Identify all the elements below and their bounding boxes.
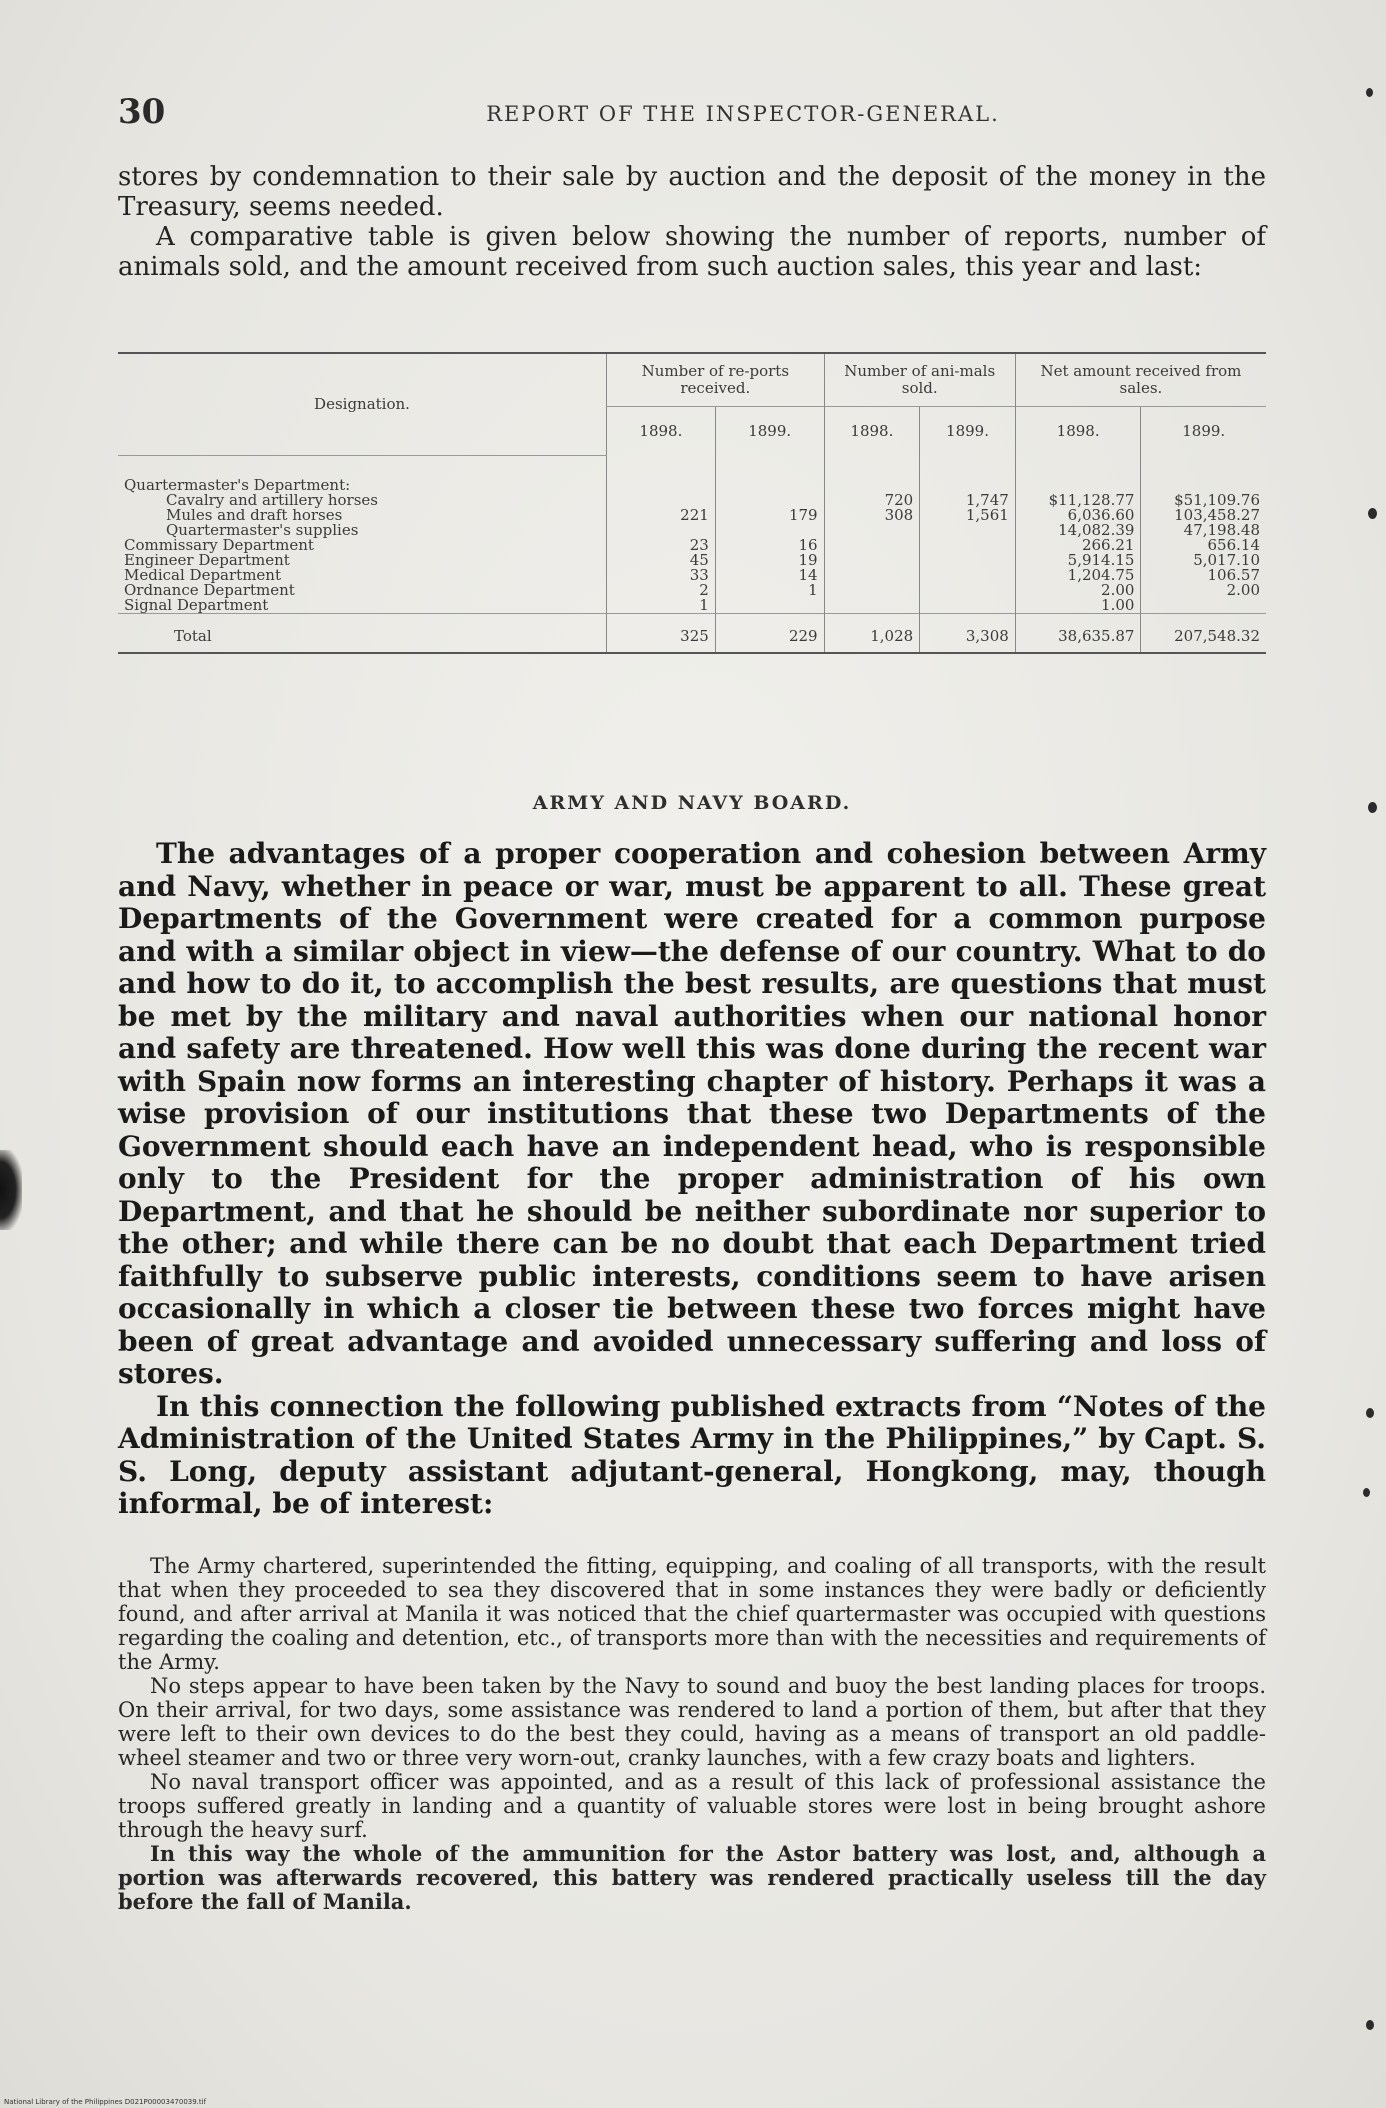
table-cell: 47,198.48 — [1141, 523, 1266, 538]
total-row — [118, 613, 1266, 653]
main-paragraph: In this connection the following published extracts from “Notes of the Administration of the United States Army in the Philippines,” by Capt. S. S. Long, deputy assistant adjutant-general, Hongkong, may, though informal, be of interest: — [118, 1389, 1266, 1520]
table-cell — [1141, 455, 1266, 493]
table-cell: $11,128.77 — [1015, 493, 1141, 508]
group-header-amount: Net amount received from sales. — [1015, 353, 1266, 407]
year-header: 1899. — [920, 407, 1016, 456]
table-cell: 23 — [607, 538, 716, 553]
table-cell — [824, 568, 920, 583]
table-cell: 33 — [607, 568, 716, 583]
table-cell — [607, 455, 716, 493]
table-cell: 6,036.60 — [1015, 508, 1141, 523]
year-header: 1899. — [715, 407, 824, 456]
table-cell — [824, 538, 920, 553]
table-cell — [715, 598, 824, 614]
row-label: Mules and draft horses — [166, 505, 343, 524]
table-row — [118, 598, 1266, 614]
quote-paragraph: The Army chartered, superintended the fitting, equipping, and coaling of all transports, with the result that when they proceeded to sea they discovered that in some instances they were badly or deficiently found, and after arrival at Manila it was noticed that the chief quartermaster was occupied with questions regarding the coaling and detention, etc., of transports more than with the necessities and requirements of the Army. — [118, 1554, 1266, 1674]
margin-speck — [1368, 508, 1377, 519]
total-cell: 1,028 — [824, 613, 920, 653]
row-label: Quartermaster's supplies — [166, 520, 359, 539]
row-label: Commissary Department — [124, 535, 314, 554]
table-cell — [1015, 455, 1141, 493]
table-row — [118, 583, 1266, 598]
table-cell — [920, 455, 1016, 493]
margin-speck — [1366, 88, 1373, 97]
table-cell: 45 — [607, 553, 716, 568]
table-cell — [920, 523, 1016, 538]
margin-speck — [1366, 1408, 1374, 1418]
page-number: 30 — [118, 92, 166, 132]
table-cell: $51,109.76 — [1141, 493, 1266, 508]
total-cell: 38,635.87 — [1015, 613, 1141, 653]
table-cell — [824, 523, 920, 538]
quote-paragraph: No steps appear to have been taken by the Navy to sound and buoy the best landing places for troops. On their arrival, for two days, some assistance was rendered to land a portion of them, but after that they were left to their own devices to do the best they could, having as a means of transport an old paddle-wheel steamer and two or three very worn-out, cranky launches, with a few crazy boats and lighters. — [118, 1674, 1266, 1770]
group-header-animals: Number of ani-mals sold. — [824, 353, 1015, 407]
table-cell: 5,914.15 — [1015, 553, 1141, 568]
year-header: 1898. — [1015, 407, 1141, 456]
margin-blot — [0, 1150, 22, 1230]
table-cell: 14,082.39 — [1015, 523, 1141, 538]
table-cell: 1,204.75 — [1015, 568, 1141, 583]
running-head: REPORT OF THE INSPECTOR-GENERAL. — [486, 102, 1000, 126]
table-cell: 221 — [607, 508, 716, 523]
row-label: Signal Department — [124, 595, 269, 614]
intro-text — [118, 162, 1266, 282]
table-cell: 16 — [715, 538, 824, 553]
table-cell — [824, 553, 920, 568]
table-cell: 2.00 — [1141, 583, 1266, 598]
row-label: Medical Department — [124, 565, 281, 584]
row-label: Quartermaster's Department: — [124, 475, 351, 494]
row-label: Engineer Department — [124, 550, 290, 569]
table-cell — [920, 598, 1016, 614]
table-body — [118, 455, 1266, 653]
main-paragraph: The advantages of a proper cooperation and cohesion between Army and Navy, whether in peace or war, must be apparent to all. These great Departments of the Government were created for a common purpose and with a similar object in view—the defense of our country. What to do and how to do it, to accomplish the best results, are questions that must be met by the military and naval authorities when our national honor and safety are threatened. How well this was done during the recent war with Spain now forms an interesting chapter of history. Perhaps it was a wise provision of our institutions that these two Departments of the Government should each have an independent head, who is responsible only to the President for the proper administration of his own Department, and that he should be neither subordinate nor superior to the other; and while there can be no doubt that each Department tried faithfully to subserve public interests, conditions seem to have arisen occasionally in which a closer tie between these two forces might have been of great advantage and avoided unnecessary suffering and loss of stores. — [118, 837, 1266, 1390]
quoted-extracts — [118, 1554, 1266, 1914]
table-cell: 1 — [715, 583, 824, 598]
table-cell — [920, 538, 1016, 553]
auction-sales-table — [118, 352, 1266, 654]
row-label: Cavalry and artillery horses — [166, 490, 378, 509]
table-cell — [824, 598, 920, 614]
total-cell: 229 — [715, 613, 824, 653]
table-cell: 720 — [824, 493, 920, 508]
row-label: Ordnance Department — [124, 580, 295, 599]
table-cell: 19 — [715, 553, 824, 568]
table-cell: 1,561 — [920, 508, 1016, 523]
table-cell: 2 — [607, 583, 716, 598]
table-cell: 5,017.10 — [1141, 553, 1266, 568]
table-cell: 266.21 — [1015, 538, 1141, 553]
designation-header: Designation. — [118, 353, 607, 455]
intro-paragraph: stores by condemnation to their sale by auction and the deposit of the money in the Treasury, seems needed. — [118, 162, 1266, 222]
year-header: 1898. — [824, 407, 920, 456]
table-cell — [920, 553, 1016, 568]
margin-speck — [1363, 1488, 1370, 1497]
quote-paragraph: In this way the whole of the ammunition for the Astor battery was lost, and, although a portion was afterwards recovered, this battery was rendered practically useless till the day before the fall of Manila. — [118, 1841, 1266, 1914]
group-header-reports: Number of re-ports received. — [607, 353, 825, 407]
main-text — [118, 838, 1266, 1521]
section-title: ARMY AND NAVY BOARD. — [532, 792, 852, 814]
scan-credit: National Library of the Philippines D021P00003470039.tif — [4, 2098, 207, 2106]
year-header: 1898. — [607, 407, 716, 456]
table-cell: 1 — [607, 598, 716, 614]
table-cell: 308 — [824, 508, 920, 523]
table-cell: 656.14 — [1141, 538, 1266, 553]
table-cell: 2.00 — [1015, 583, 1141, 598]
table-row — [118, 455, 1266, 493]
table-cell: 1,747 — [920, 493, 1016, 508]
table-cell — [715, 455, 824, 493]
year-header: 1899. — [1141, 407, 1266, 456]
table-cell: 14 — [715, 568, 824, 583]
table-cell: 1.00 — [1015, 598, 1141, 614]
quote-paragraph: No naval transport officer was appointed, and as a result of this lack of professional assistance the troops suffered greatly in landing and a quantity of valuable stores were lost in being brought ashore through the heavy surf. — [118, 1770, 1266, 1842]
table-cell — [824, 455, 920, 493]
total-label: Total — [118, 613, 607, 653]
table-cell — [920, 568, 1016, 583]
table-cell — [1141, 598, 1266, 614]
table-cell — [920, 583, 1016, 598]
table-cell: 179 — [715, 508, 824, 523]
table-cell — [824, 583, 920, 598]
table-cell: 103,458.27 — [1141, 508, 1266, 523]
margin-speck — [1368, 802, 1377, 813]
table-cell: 106.57 — [1141, 568, 1266, 583]
total-cell: 207,548.32 — [1141, 613, 1266, 653]
margin-speck — [1366, 2020, 1374, 2030]
total-cell: 325 — [607, 613, 716, 653]
intro-paragraph: A comparative table is given below showing the number of reports, number of animals sold, and the amount received from such auction sales, this year and last: — [118, 222, 1266, 282]
page-header — [118, 92, 1268, 132]
total-cell: 3,308 — [920, 613, 1016, 653]
